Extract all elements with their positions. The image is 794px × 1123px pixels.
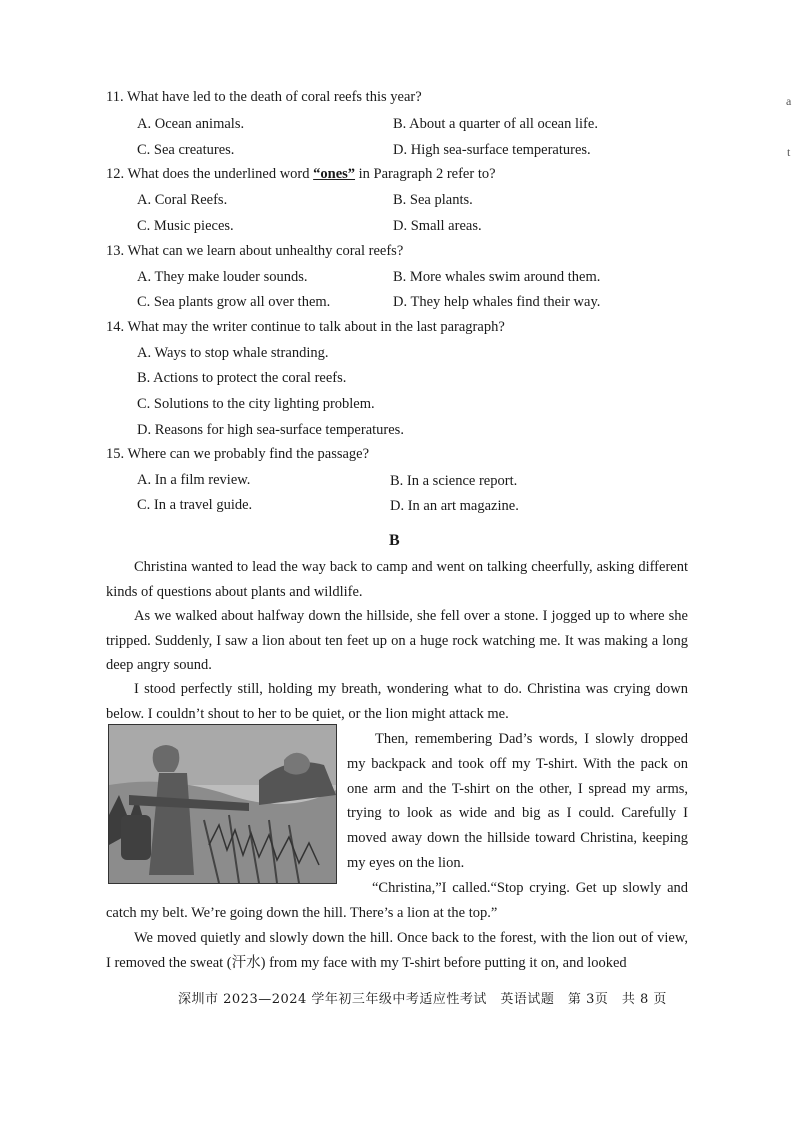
underlined-word: “ones” (313, 166, 356, 182)
question-12-stem-post: in Paragraph 2 refer to? (355, 166, 496, 182)
question-14-option-d: D. Reasons for high sea-surface temperatures. (137, 422, 404, 438)
passage-paragraph-2: As we walked about halfway down the hillside, she fell over a stone. I jogged up to where she tripped. Suddenly, I saw a lion about ten feet up on a huge rock watching me. It was making a long deep angry sound. (106, 608, 688, 674)
question-13-option-a: A. They make louder sounds. (137, 269, 308, 285)
question-15-option-b: B. In a science report. (390, 473, 518, 489)
passage-paragraph-6: We moved quietly and slowly down the hill. Once back to the forest, with the lion out of view, I removed the sweat (汗水) from my face with my T-shirt before putting it on, and looked (106, 930, 688, 971)
passage-paragraph-4: Then, remembering Dad’s words, I slowly dropped my backpack and took off my T-shirt. With the pack on one arm and the T-shirt on the other, I spread my arms, trying to look as wide and big as I could. Carefully I moved away down the hillside toward Christina, keeping my eyes on the lion. (347, 731, 688, 871)
question-13-option-d: D. They help whales find their way. (393, 294, 601, 310)
question-15-option-a: A. In a film review. (137, 472, 251, 488)
question-11-option-c: C. Sea creatures. (137, 142, 235, 158)
question-15-option-c: C. In a travel guide. (137, 497, 253, 513)
edge-mark-1: a (786, 94, 792, 108)
question-13-option-b: B. More whales swim around them. (393, 269, 601, 285)
question-12-option-b: B. Sea plants. (393, 192, 473, 208)
question-12-option-c: C. Music pieces. (137, 218, 234, 234)
passage-paragraph-5-text: “Christina,”I called.“Stop crying. Get up slowly and catch my belt. We’re going down the hill. There’s a lion at the top.” (106, 880, 688, 921)
question-14-option-b: B. Actions to protect the coral reefs. (137, 370, 347, 386)
question-14-option-c: C. Solutions to the city lighting problem. (137, 396, 375, 412)
question-11-option-d: D. High sea-surface temperatures. (393, 142, 591, 158)
story-illustration (108, 724, 337, 884)
question-14-stem: 14. What may the writer continue to talk about in the last paragraph? (106, 319, 505, 335)
passage-paragraph-3: I stood perfectly still, holding my breath, wondering what to do. Christina was crying down below. I couldn’t shout to her to be quiet, or the lion might attack me. (106, 681, 688, 722)
question-12-option-d: D. Small areas. (393, 218, 482, 234)
question-13-option-c: C. Sea plants grow all over them. (137, 294, 331, 310)
edge-mark-2: t (787, 145, 791, 159)
passage-paragraph-1: Christina wanted to lead the way back to camp and went on talking cheerfully, asking different kinds of questions about plants and wildlife. (106, 559, 688, 600)
question-11-option-b: B. About a quarter of all ocean life. (393, 116, 598, 132)
question-12-stem (106, 166, 496, 183)
boy-and-lion-drawing (109, 725, 336, 883)
passage-paragraph-5 (106, 876, 688, 925)
question-12-stem-pre: 12. What does the underlined word (106, 166, 314, 182)
question-11-stem: 11. What have led to the death of coral reefs this year? (106, 89, 422, 105)
question-14-option-a: A. Ways to stop whale stranding. (137, 345, 329, 361)
section-b-title: B (389, 532, 400, 549)
question-15-option-d: D. In an art magazine. (390, 498, 519, 514)
question-12-option-a: A. Coral Reefs. (137, 192, 228, 208)
question-13-stem: 13. What can we learn about unhealthy coral reefs? (106, 243, 404, 259)
question-15-stem: 15. Where can we probably find the passage? (106, 446, 370, 462)
page-footer: 深圳市 2023—2024 学年初三年级中考适应性考试 英语试题 第 3页 共 8 页 (178, 992, 667, 1007)
question-11-option-a: A. Ocean animals. (137, 116, 245, 132)
